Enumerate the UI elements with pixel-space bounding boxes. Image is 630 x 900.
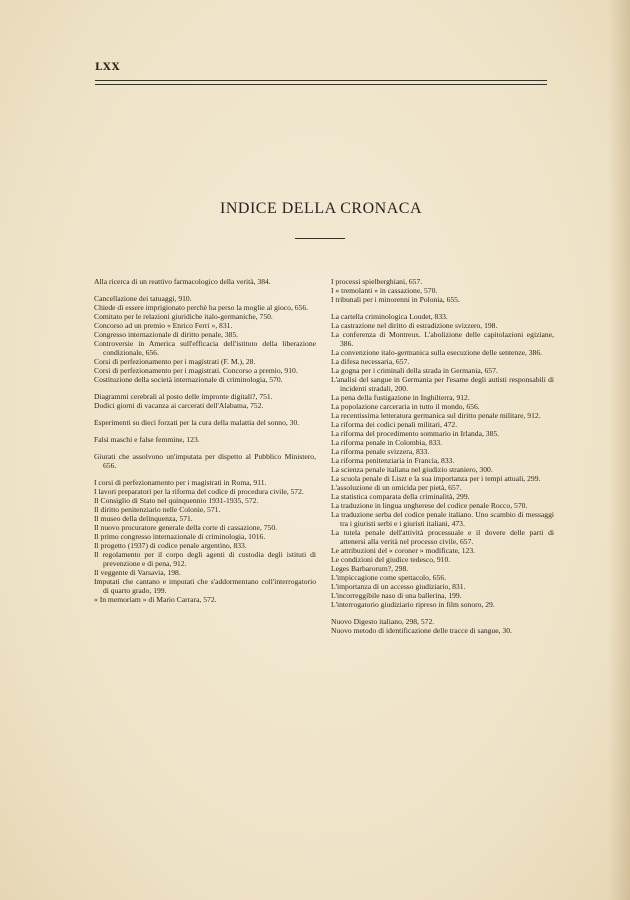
index-entry: La cartella criminologica Loudet, 833. bbox=[331, 312, 448, 321]
index-entry: La castrazione nel diritto di estradizione svizzero, 198. bbox=[331, 321, 498, 330]
index-entry: La pena della fustigazione in Inghilterra, 912. bbox=[331, 393, 470, 402]
index-entry: I corsi di perfezionamento per i magistrati in Roma, 911. bbox=[94, 478, 267, 487]
index-entry: Leges Barbarorum?, 298. bbox=[331, 564, 409, 573]
index-entry: L'interrogatorio giudiziario ripreso in film sonoro, 29. bbox=[331, 600, 495, 609]
index-entry: La recentissima letteratura germanica sul diritto penale militare, 912. bbox=[331, 411, 541, 420]
index-entry: Corsi di perfezionamento per i magistrati. Concorso a premio, 910. bbox=[94, 366, 298, 375]
index-column-left bbox=[94, 277, 316, 604]
index-entry: L'incorreggibile naso di una ballerina, 199. bbox=[331, 591, 462, 600]
index-entry: Il diritto penitenziario nelle Colonie, 571. bbox=[94, 505, 221, 514]
index-entry: Nuovo metodo di identificazione delle tracce di sangue, 30. bbox=[331, 626, 512, 635]
index-entry: La popolazione carceraria in tutto il mondo, 656. bbox=[331, 402, 480, 411]
index-entry: Il nuovo procuratore generale della corte di cassazione, 750. bbox=[94, 523, 278, 532]
index-column-right bbox=[331, 277, 554, 635]
index-entry: Il primo congresso internazionale di criminologia, 1016. bbox=[94, 532, 266, 541]
index-entry: I « tremolanti » in cassazione, 570. bbox=[331, 286, 438, 295]
index-entry: L'importanza di un accesso giudiziario, 831. bbox=[331, 582, 466, 591]
index-entry: L'analisi del sangue in Germania per l'esame degli autisti responsabili di incidenti stradali, 200. bbox=[331, 375, 554, 393]
index-entry: La convenzione italo-germanica sulla esecuzione delle sentenze, 386. bbox=[331, 348, 543, 357]
section-title: INDICE DELLA CRONACA bbox=[220, 200, 422, 217]
index-entry: Le attribuzioni del « coroner » modificate, 123. bbox=[331, 546, 476, 555]
index-entry: La riforma penitenziaria in Francia, 833. bbox=[331, 456, 455, 465]
index-entry: La riforma del procedimento sommario in Irlanda, 385. bbox=[331, 429, 500, 438]
index-entry: Esperimenti su dieci forzati per la cura della malattia del sonno, 30. bbox=[94, 418, 300, 427]
index-entry: La gogna per i criminali della strada in Germania, 657. bbox=[331, 366, 498, 375]
index-entry: La scienza penale italiana nel giudizio straniero, 300. bbox=[331, 465, 493, 474]
index-entry: Concorso ad un premio « Enrico Ferri », 831. bbox=[94, 321, 233, 330]
index-entry: Imputati che cantano e imputati che s'addormentano coll'interrogatorio di quarto grado, 199. bbox=[94, 577, 316, 595]
index-entry: Il museo della delinquenza, 571. bbox=[94, 514, 193, 523]
entry-group-spacer bbox=[94, 427, 316, 435]
index-entry: Congresso internazionale di diritto penale, 385. bbox=[94, 330, 239, 339]
index-entry: I tribunali per i minorenni in Polonia, 655. bbox=[331, 295, 460, 304]
page-header bbox=[95, 62, 547, 73]
index-entry: I lavori preparatori per la riforma del codice di procedura civile, 572. bbox=[94, 487, 304, 496]
index-entry: Le condizioni del giudice tedesco, 910. bbox=[331, 555, 451, 564]
entry-group-spacer bbox=[94, 470, 316, 478]
index-entry: La traduzione in lingua ungherese del codice penale Rocco, 570. bbox=[331, 501, 528, 510]
index-entry: Alla ricerca di un reattivo farmacologico della verità, 384. bbox=[94, 277, 271, 286]
index-entry: La difesa necessaria, 657. bbox=[331, 357, 410, 366]
index-entry: La riforma penale svizzera, 833. bbox=[331, 447, 430, 456]
index-entry: Dodici giorni di vacanza ai carcerati dell'Alabama, 752. bbox=[94, 401, 264, 410]
entry-group-spacer bbox=[331, 609, 554, 617]
index-entry: Il progetto (1937) di codice penale argentino, 833. bbox=[94, 541, 247, 550]
index-entry: Giurati che assolvono un'imputata per dispetto al Pubblico Ministero, 656. bbox=[94, 452, 316, 470]
entry-group-spacer bbox=[94, 384, 316, 392]
index-entry: Chiede di essere imprigionato perchè ha perso la moglie al gioco, 656. bbox=[94, 303, 309, 312]
header-rule-top bbox=[95, 80, 547, 81]
index-entry: La statistica comparata della criminalità, 299. bbox=[331, 492, 470, 501]
index-entry: Il Consiglio di Stato nel quinquennio 1931-1935, 572. bbox=[94, 496, 259, 505]
index-entry: Il regolamento per il corpo degli agenti di custodia degli istituti di prevenzione e di pena, 912. bbox=[94, 550, 316, 568]
index-entry: Nuovo Digesto italiano, 298, 572. bbox=[331, 617, 435, 626]
index-entry: Diagrammi cerebrali al posto delle impronte digitali?, 751. bbox=[94, 392, 273, 401]
entry-group-spacer bbox=[331, 304, 554, 312]
index-entry: Controversie in America sull'efficacia dell'istituto della liberazione condizionale, 656. bbox=[94, 339, 316, 357]
index-entry: La riforma dei codici penali militari, 472. bbox=[331, 420, 458, 429]
index-entry: La conferenza di Montreux. L'abolizione delle capitolazioni egiziane, 386. bbox=[331, 330, 554, 348]
page-edge-shadow bbox=[608, 0, 630, 900]
index-entry: La riforma penale in Colombia, 833. bbox=[331, 438, 443, 447]
entry-group-spacer bbox=[94, 410, 316, 418]
page-number: LXX bbox=[95, 62, 121, 73]
index-entry: Costituzione della società internazionale di criminologia, 570. bbox=[94, 375, 283, 384]
index-entry: « In memoriam » di Mario Carrara, 572. bbox=[94, 595, 217, 604]
index-entry: Comitato per le relazioni giuridiche italo-germaniche, 750. bbox=[94, 312, 273, 321]
index-entry: Falsi maschi e false femmine, 123. bbox=[94, 435, 200, 444]
index-entry: La tutela penale dell'attività processuale e il dovere delle parti di attenersi alla verità nel processo civile, 657. bbox=[331, 528, 554, 546]
header-rule-bottom bbox=[95, 84, 547, 85]
entry-group-spacer bbox=[94, 444, 316, 452]
index-entry: La scuola penale di Liszt e la sua importanza per i tempi attuali, 299. bbox=[331, 474, 541, 483]
index-entry: L'assoluzione di un omicida per pietà, 657. bbox=[331, 483, 462, 492]
index-entry: La traduzione serba del codice penale italiano. Uno scambio di messaggi tra i giuristi serbi e i giuristi italiani, 473. bbox=[331, 510, 554, 528]
index-entry: L'impiccagione come spettacolo, 656. bbox=[331, 573, 447, 582]
index-entry: I processi spielberghiani, 657. bbox=[331, 277, 423, 286]
index-entry: Il veggente di Varsavia, 198. bbox=[94, 568, 181, 577]
title-rule bbox=[295, 238, 345, 239]
index-entry: Corsi di perfezionamento per i magistrati (F. M.), 28. bbox=[94, 357, 256, 366]
index-entry: Cancellazione dei tatuaggi, 910. bbox=[94, 294, 192, 303]
entry-group-spacer bbox=[94, 286, 316, 294]
